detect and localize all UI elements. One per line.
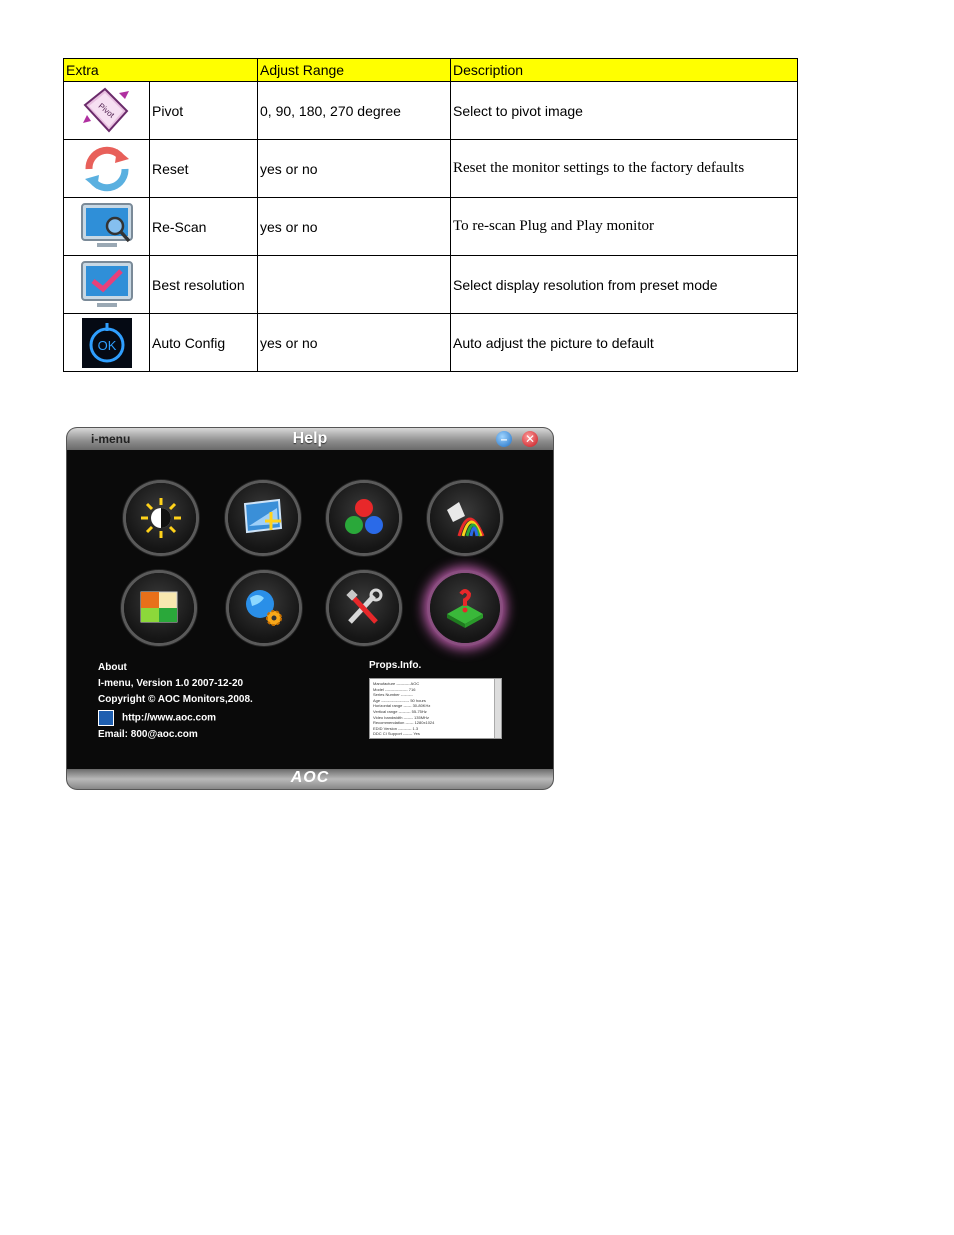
help-button[interactable]: [430, 573, 500, 643]
icon-cell: [64, 256, 150, 314]
row-name: Auto Config: [150, 314, 258, 372]
sun-icon: [139, 496, 183, 540]
table-row: [64, 198, 798, 256]
props-info-box[interactable]: [369, 678, 502, 739]
osd-setup-button[interactable]: [124, 573, 194, 643]
about-section: [98, 660, 253, 743]
icon-cell: [64, 198, 150, 256]
row-description: To re-scan Plug and Play monitor: [451, 198, 798, 256]
osd-icon: [137, 586, 181, 630]
globe-link-icon[interactable]: [98, 710, 114, 726]
props-line: Age --------------------- 50 hours: [373, 697, 426, 703]
props-scrollbar[interactable]: [494, 679, 501, 738]
factory-reset-button[interactable]: [329, 573, 399, 643]
table-row: [64, 256, 798, 314]
picture-boost-button[interactable]: [430, 483, 500, 553]
about-url[interactable]: http://www.aoc.com: [122, 712, 217, 724]
props-line: Vertical range --------- 55-75Hz: [373, 708, 427, 714]
svg-text:Pivot: Pivot: [96, 100, 116, 120]
icon-cell: [64, 82, 150, 140]
header-extra: Extra: [64, 59, 258, 82]
props-line: DDC CI Support ------- Yes: [373, 731, 420, 737]
table-row: [64, 82, 798, 140]
icon-cell: [64, 140, 150, 198]
props-line: Series Number ---------: [373, 692, 413, 698]
row-name: Pivot: [150, 82, 258, 140]
about-email[interactable]: Email: 800@aoc.com: [98, 728, 198, 740]
rainbow-icon: [443, 496, 487, 540]
pivot-icon: [79, 85, 135, 137]
header-adjust-range: Adjust Range: [258, 59, 451, 82]
row-range: yes or no: [258, 314, 451, 372]
row-range: 0, 90, 180, 270 degree: [258, 82, 451, 140]
about-version: I-menu, Version 1.0 2007-12-20: [98, 678, 244, 689]
icon-cell: [64, 314, 150, 372]
app-name: i-menu: [91, 432, 131, 446]
props-line: EDID Version ---------- 1.3: [373, 725, 419, 731]
close-button[interactable]: ✕: [522, 431, 538, 447]
help-icon: [443, 586, 487, 630]
props-line: Manufacture ---------- AOC: [373, 681, 420, 686]
row-range: yes or no: [258, 140, 451, 198]
row-description: Reset the monitor settings to the factory defaults: [451, 140, 798, 198]
props-line: Horizontal range ------ 30-80KHz: [373, 703, 431, 709]
image-setup-icon: [241, 496, 285, 540]
tools-icon: [342, 586, 386, 630]
props-title: Props.Info.: [369, 660, 422, 671]
row-name: Re-Scan: [150, 198, 258, 256]
row-description: Select display resolution from preset mode: [451, 256, 798, 314]
row-range: [258, 256, 451, 314]
row-name: Reset: [150, 140, 258, 198]
table-row: [64, 314, 798, 372]
extra-button[interactable]: [229, 573, 299, 643]
header-description: Description: [451, 59, 798, 82]
row-description: Select to pivot image: [451, 82, 798, 140]
props-line: Video bandwidth ------- 135MHz: [373, 714, 429, 720]
window-title: Help: [292, 430, 328, 447]
table-header-row: [64, 59, 798, 82]
extra-settings-table: [63, 58, 798, 372]
table-row: [64, 140, 798, 198]
row-name: Best resolution: [150, 256, 258, 314]
props-line: Recommendation ------ 1280x1024: [373, 720, 435, 726]
auto-config-icon: [79, 317, 135, 369]
bottom-bar: [67, 769, 553, 789]
color-setup-button[interactable]: [329, 483, 399, 553]
row-range: yes or no: [258, 198, 451, 256]
reset-icon: [79, 143, 135, 195]
about-copyright: Copyright © AOC Monitors,2008.: [98, 694, 253, 705]
globe-gear-icon: [242, 586, 286, 630]
about-link-row: [98, 710, 253, 727]
title-bar[interactable]: [67, 428, 553, 450]
best-resolution-icon: [79, 259, 135, 311]
luminance-button[interactable]: [126, 483, 196, 553]
about-heading: About: [98, 662, 127, 673]
minimize-button[interactable]: –: [496, 431, 512, 447]
row-description: Auto adjust the picture to default: [451, 314, 798, 372]
svg-text:OK: OK: [97, 337, 116, 353]
aoc-logo: AOC: [290, 769, 330, 786]
image-setup-button[interactable]: [228, 483, 298, 553]
props-line: Model ----------------- 716: [373, 686, 416, 692]
color-balls-icon: [342, 496, 386, 540]
imenu-window: [67, 428, 553, 789]
rescan-icon: [79, 201, 135, 253]
